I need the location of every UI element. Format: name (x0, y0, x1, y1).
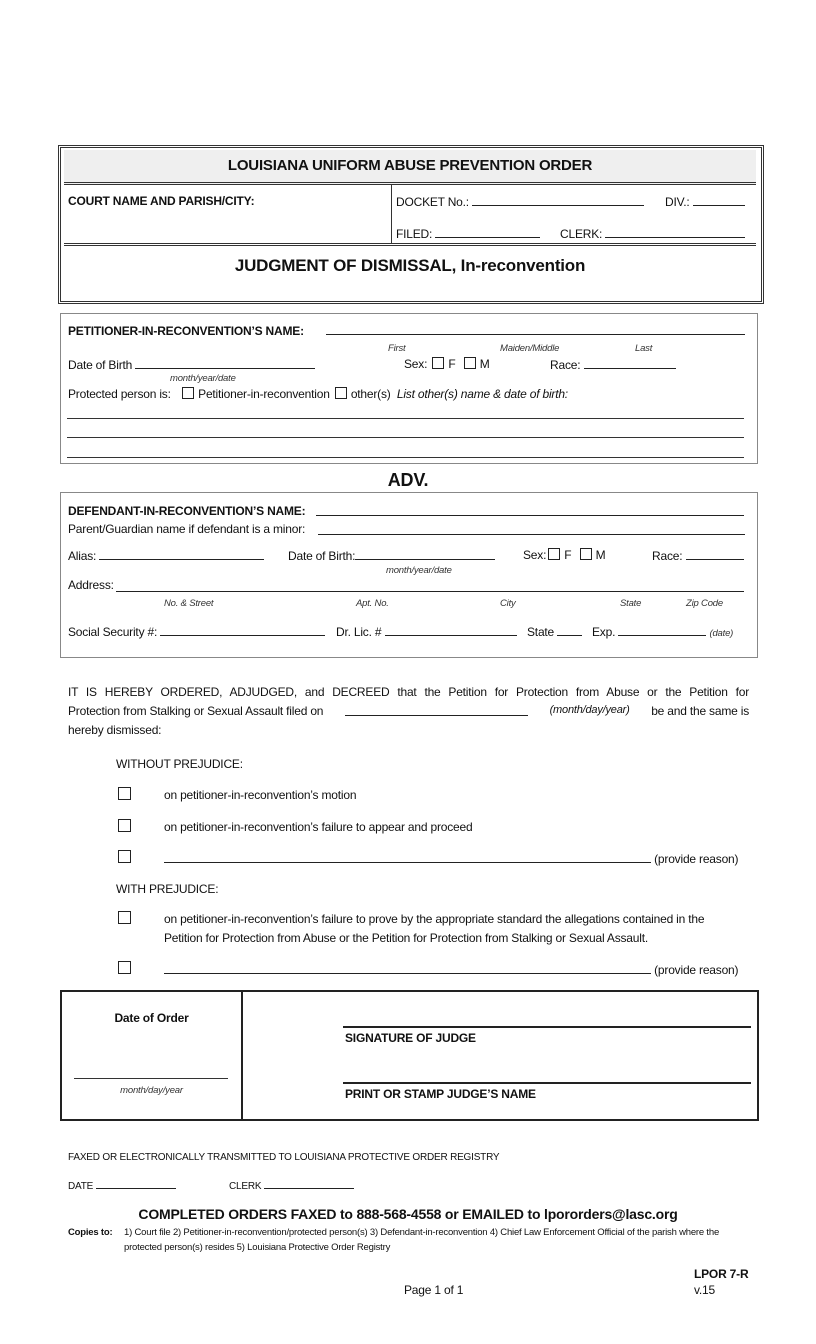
option-failure-appear-label: on petitioner-in-reconvention’s failure to appear and proceed (164, 820, 473, 834)
filed-date-input[interactable] (345, 704, 528, 716)
sex-m-checkbox[interactable] (580, 548, 592, 560)
other-reason-field[interactable]: (provide reason) (164, 851, 738, 866)
petitioner-race-field[interactable]: Race: (550, 357, 676, 372)
div-field[interactable] (665, 194, 745, 209)
petitioner-sex: Sex: F M (404, 357, 490, 371)
judge-name-label: PRINT OR STAMP JUDGE’S NAME (345, 1087, 536, 1101)
fax-clerk-field[interactable]: CLERK (229, 1179, 354, 1192)
divider (64, 243, 756, 246)
option-motion (116, 787, 135, 802)
defendant-name-label: DEFENDANT-IN-RECONVENTION’S NAME: (68, 504, 306, 518)
dl-state-field[interactable]: State (527, 624, 582, 639)
first-hint: First (388, 343, 406, 354)
date-of-order-input[interactable] (74, 1078, 228, 1079)
address-label: Address: (68, 578, 114, 592)
exp-field[interactable]: Exp. (date) (592, 625, 734, 639)
others-line-1[interactable] (67, 418, 744, 419)
street-hint: No. & Street (164, 598, 214, 609)
alias-field[interactable]: Alias: (68, 548, 264, 563)
divider (391, 185, 392, 243)
dob-label: Date of Birth (68, 358, 133, 372)
court-label: COURT NAME AND PARISH/CITY: (68, 194, 255, 208)
clerk-field[interactable] (560, 226, 745, 241)
completed-orders-notice: COMPLETED ORDERS FAXED to 888-568-4558 or EMAILED to lpororders@lasc.org (138, 1206, 678, 1222)
petitioner-name-input[interactable] (326, 323, 745, 335)
judge-signature-line[interactable] (343, 1026, 751, 1028)
order-text-2: Protection from Stalking or Sexual Assault filed on (month/day/year) be and the same is (68, 704, 749, 718)
copies-list-2: protected person(s) resides 5) Louisiana Protective Order Registry (124, 1242, 391, 1253)
guardian-label: Parent/Guardian name if defendant is a minor: (68, 522, 306, 536)
apt-hint: Apt. No. (356, 598, 389, 609)
sex-f-checkbox[interactable] (432, 357, 444, 369)
failure-appear-checkbox[interactable] (118, 819, 131, 832)
date-hint: month/day/year (120, 1085, 183, 1096)
zip-hint: Zip Code (686, 598, 723, 609)
defendant-sex: Sex: F M (523, 548, 606, 562)
petitioner-name-label: PETITIONER-IN-RECONVENTION’S NAME: (68, 324, 304, 338)
dob-hint: month/year/date (170, 373, 236, 384)
petitioner-dob-field[interactable] (68, 357, 315, 372)
address-input[interactable] (116, 580, 744, 592)
petitioner-checkbox[interactable] (182, 387, 194, 399)
with-prejudice-heading: WITH PREJUDICE: (116, 882, 219, 896)
divider (241, 990, 243, 1119)
dl-field[interactable]: Dr. Lic. # (336, 624, 517, 639)
judgment-title: JUDGMENT OF DISMISSAL, In-reconvention (234, 256, 586, 275)
form-title: LOUISIANA UNIFORM ABUSE PREVENTION ORDER (64, 150, 756, 185)
motion-checkbox[interactable] (118, 787, 131, 800)
sex-m-checkbox[interactable] (464, 357, 476, 369)
form-id: LPOR 7-R (694, 1267, 749, 1281)
option-failure-prove-label-2: Petition for Protection from Abuse or the Petition for Protection from Stalking or Sexual Assault. (164, 931, 648, 945)
copies-label: Copies to: (68, 1227, 113, 1238)
sex-f-checkbox[interactable] (548, 548, 560, 560)
filed-field[interactable] (396, 226, 540, 241)
judge-signature-label: SIGNATURE OF JUDGE (345, 1031, 476, 1045)
others-checkbox[interactable] (335, 387, 347, 399)
clerk-label: CLERK: (560, 227, 603, 241)
defendant-name-input[interactable] (316, 504, 744, 516)
adv-label: ADV. (387, 470, 429, 490)
city-hint: City (500, 598, 516, 609)
filed-label: FILED: (396, 227, 433, 241)
judge-name-line[interactable] (343, 1082, 751, 1084)
other-reason-field-2[interactable]: (provide reason) (164, 962, 738, 977)
ssn-field[interactable]: Social Security #: (68, 624, 325, 639)
others-line-2[interactable] (67, 437, 744, 438)
order-text-1: IT IS HEREBY ORDERED, ADJUDGED, and DECREED that the Petition for Protection from Abuse or the Petition for (68, 685, 749, 699)
form-version: v.15 (694, 1283, 715, 1297)
copies-list-1: 1) Court file 2) Petitioner-in-reconvention/protected person(s) 3) Defendant-in-reconvention 4) Chief Law Enforcement Official of the parish where the (124, 1227, 720, 1238)
faxed-notice: FAXED OR ELECTRONICALLY TRANSMITTED TO LOUISIANA PROTECTIVE ORDER REGISTRY (68, 1152, 500, 1163)
fax-date-field[interactable]: DATE (68, 1179, 176, 1192)
guardian-input[interactable] (318, 523, 745, 535)
middle-hint: Maiden/Middle (500, 343, 560, 354)
other-reason-checkbox[interactable] (118, 850, 131, 863)
without-prejudice-heading: WITHOUT PREJUDICE: (116, 757, 243, 771)
other-reason-checkbox-2[interactable] (118, 961, 131, 974)
docket-label: DOCKET No.: (396, 195, 469, 209)
others-line-3[interactable] (67, 457, 744, 458)
failure-prove-checkbox[interactable] (118, 911, 131, 924)
defendant-dob-field[interactable]: Date of Birth: (288, 548, 495, 563)
option-motion-label: on petitioner-in-reconvention’s motion (164, 788, 357, 802)
dob-hint: month/year/date (386, 565, 452, 576)
date-of-order-label: Date of Order (114, 1011, 189, 1025)
div-label: DIV.: (665, 195, 690, 209)
state-hint: State (620, 598, 642, 609)
option-failure-prove-label: on petitioner-in-reconvention’s failure to prove by the appropriate standard the allegations contained in the (164, 912, 705, 926)
last-hint: Last (635, 343, 653, 354)
order-text-3: hereby dismissed: (68, 723, 162, 737)
page-number: Page 1 of 1 (404, 1283, 464, 1297)
defendant-race-field[interactable]: Race: (652, 548, 744, 563)
docket-field[interactable] (396, 194, 644, 209)
signature-box (60, 990, 759, 1121)
protected-person-row: Protected person is: Petitioner-in-reconvention other(s) List other(s) name & date of birth: (68, 387, 568, 401)
